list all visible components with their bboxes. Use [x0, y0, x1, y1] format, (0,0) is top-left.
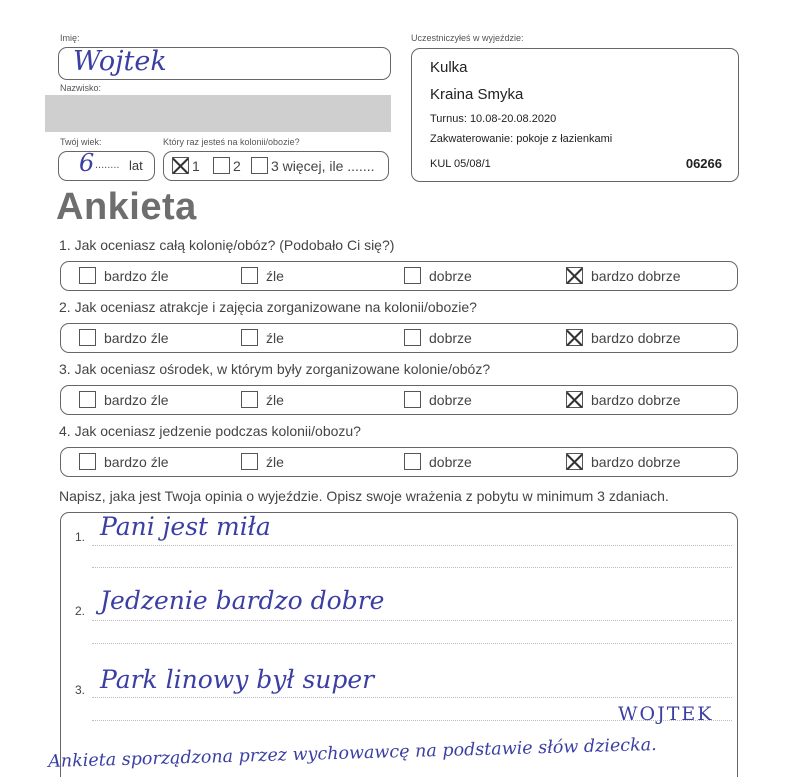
rating-option[interactable]: źle — [241, 391, 284, 408]
answer-number-1: 1. — [75, 530, 86, 544]
camp-line2: Kraina Smyka — [430, 86, 524, 103]
name-label: Imię: — [60, 33, 80, 43]
checkbox-icon — [566, 453, 583, 470]
checkbox-icon — [241, 329, 258, 346]
rating-option[interactable]: bardzo źle — [79, 329, 169, 346]
rating-option-selected[interactable]: bardzo dobrze — [566, 453, 681, 470]
rating-option[interactable]: źle — [241, 267, 284, 284]
checkbox-icon — [404, 391, 421, 408]
surname-label: Nazwisko: — [60, 83, 102, 93]
checkbox-icon — [241, 453, 258, 470]
rating-option[interactable]: dobrze — [404, 267, 472, 284]
checkbox-icon — [79, 391, 96, 408]
dotted-line — [92, 643, 732, 644]
times-field[interactable] — [163, 151, 389, 181]
rating-option[interactable]: bardzo źle — [79, 453, 169, 470]
age-value: 6 — [79, 149, 95, 177]
times-option-1[interactable]: 1 — [172, 157, 200, 174]
dotted-line — [92, 545, 732, 546]
name-value: Wojtek — [73, 46, 167, 77]
rating-option[interactable]: dobrze — [404, 391, 472, 408]
camp-card — [411, 48, 739, 182]
signature: WOJTEK — [618, 703, 714, 725]
dotted-line — [92, 620, 732, 621]
rating-option-selected[interactable]: bardzo dobrze — [566, 267, 681, 284]
checkbox-icon — [566, 391, 583, 408]
rating-option[interactable]: źle — [241, 329, 284, 346]
answer-3: Park linowy był super — [100, 665, 375, 694]
rating-option[interactable]: bardzo źle — [79, 267, 169, 284]
age-dots: ........ — [95, 159, 120, 171]
checkbox-icon — [79, 453, 96, 470]
age-unit: lat — [129, 158, 143, 173]
rating-option-selected[interactable]: bardzo dobrze — [566, 391, 681, 408]
checkbox-icon — [241, 391, 258, 408]
checkbox-icon — [404, 329, 421, 346]
answer-number-2: 2. — [75, 604, 86, 618]
rating-row-1 — [60, 261, 738, 291]
checkbox-icon — [404, 453, 421, 470]
answer-1: Pani jest miła — [100, 512, 271, 541]
checkbox-icon — [79, 267, 96, 284]
rating-row-2 — [60, 323, 738, 353]
camp-label: Uczestniczyłeś w wyjeździe: — [411, 33, 524, 43]
rating-row-3 — [60, 385, 738, 415]
checkbox-icon — [172, 157, 189, 174]
times-option-2[interactable]: 2 — [213, 157, 241, 174]
times-label: Który raz jesteś na kolonii/obozie? — [163, 137, 300, 147]
question-1: 1. Jak oceniasz całą kolonię/obóz? (Podobało Ci się?) — [59, 237, 395, 253]
checkbox-icon — [241, 267, 258, 284]
page-title: Ankieta — [56, 186, 197, 228]
rating-option-selected[interactable]: bardzo dobrze — [566, 329, 681, 346]
answer-2: Jedzenie bardzo dobre — [100, 586, 385, 615]
rating-option[interactable]: źle — [241, 453, 284, 470]
surname-redacted — [45, 95, 391, 132]
checkbox-icon — [213, 157, 230, 174]
question-4: 4. Jak oceniasz jedzenie podczas kolonii/obozu? — [59, 423, 361, 439]
camp-accommodation: Zakwaterowanie: pokoje z łazienkami — [430, 133, 613, 145]
question-2: 2. Jak oceniasz atrakcje i zajęcia zorganizowane na kolonii/obozie? — [59, 299, 477, 315]
camp-code: KUL 05/08/1 — [430, 158, 491, 170]
name-field[interactable] — [58, 47, 391, 80]
checkbox-icon — [251, 157, 268, 174]
checkbox-icon — [404, 267, 421, 284]
camp-number: 06266 — [685, 156, 722, 171]
footer-note: Ankieta sporządzona przez wychowawcę na podstawie słów dziecka. — [48, 735, 657, 772]
question-3: 3. Jak oceniasz ośrodek, w którym były zorganizowane kolonie/obóz? — [59, 361, 491, 377]
checkbox-icon — [566, 267, 583, 284]
checkbox-icon — [566, 329, 583, 346]
rating-option[interactable]: dobrze — [404, 329, 472, 346]
answer-number-3: 3. — [75, 683, 86, 697]
age-label: Twój wiek: — [60, 137, 102, 147]
checkbox-icon — [79, 329, 96, 346]
rating-row-4 — [60, 447, 738, 477]
opinion-prompt: Napisz, jaka jest Twoja opinia o wyjeździe. Opisz swoje wrażenia z pobytu w minimum 3 zdaniach. — [59, 488, 669, 504]
camp-turnus: Turnus: 10.08-20.08.2020 — [430, 113, 557, 125]
times-option-3[interactable]: 3 więcej, ile ....... — [251, 157, 374, 174]
rating-option[interactable]: bardzo źle — [79, 391, 169, 408]
dotted-line — [92, 697, 732, 698]
rating-option[interactable]: dobrze — [404, 453, 472, 470]
camp-line1: Kulka — [430, 59, 468, 76]
dotted-line — [92, 567, 732, 568]
age-field[interactable] — [58, 151, 155, 181]
